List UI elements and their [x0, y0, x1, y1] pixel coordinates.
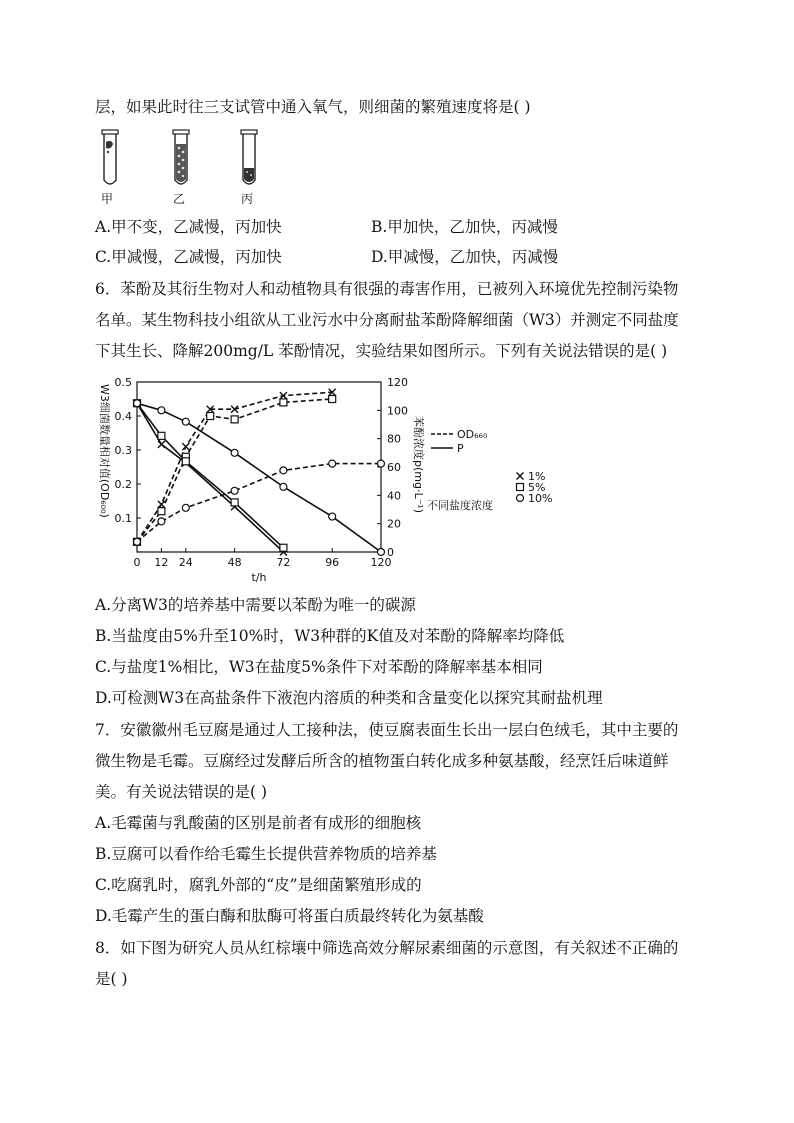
- marker-circle: [231, 449, 238, 456]
- y-right-tick-label: 100: [387, 404, 408, 418]
- phenol-degradation-chart: [95, 372, 565, 587]
- q5-option-d: D.甲减慢，乙加快，丙减慢: [371, 248, 559, 266]
- marker-x: [182, 443, 189, 450]
- q5-option-b: B.甲加快，乙加快，丙减慢: [371, 218, 558, 236]
- series-p-1pct: [134, 400, 287, 556]
- marker-circle: [280, 483, 287, 490]
- tube-label-bing: 丙: [241, 192, 254, 206]
- legend-marker-label: 10%: [528, 492, 553, 505]
- q6-option-c: C.与盐度1%相比，W3在盐度5%条件下对苯酚的降解率基本相同: [95, 658, 543, 676]
- q7-stem-line-1: 7．安徽徽州毛豆腐是通过人工接种法，使豆腐表面生长出一层白色绒毛，其中主要的: [95, 721, 679, 739]
- q7-option-c: C.吃腐乳时，腐乳外部的“皮”是细菌繁殖形成的: [95, 876, 422, 894]
- marker-square: [182, 458, 189, 465]
- q5-option-a: A.甲不变，乙减慢，丙加快: [95, 218, 282, 236]
- marker-circle: [158, 518, 165, 525]
- marker-square: [158, 432, 165, 439]
- q6-stem-line-3: 下其生长、降解200mg/L 苯酚情况，实验结果如图所示。下列有关说法错误的是( ): [95, 342, 668, 360]
- y-left-tick-label: 0.3: [114, 444, 132, 457]
- x-tick-label: 12: [154, 556, 169, 569]
- marker-circle: [378, 460, 385, 467]
- marker-square: [231, 416, 238, 423]
- marker-circle: [280, 467, 287, 474]
- x-axis-label: t/h: [251, 571, 267, 584]
- legend-line-label: P: [457, 442, 464, 455]
- y-right-tick-label: 40: [387, 489, 401, 503]
- x-tick-label: 120: [370, 556, 392, 569]
- y-right-tick-label: 120: [387, 376, 408, 389]
- series-p-10pct: [134, 400, 385, 556]
- marker-square: [517, 484, 524, 491]
- x-tick-label: 48: [227, 556, 242, 569]
- marker-square: [231, 499, 238, 506]
- marker-circle: [517, 495, 524, 502]
- y-left-tick-label: 0.2: [114, 478, 132, 491]
- q6-option-d: D.可检测W3在高盐条件下液泡内溶质的种类和含量变化以探究其耐盐机理: [95, 689, 603, 707]
- question-5-stem-tail: 层，如果此时往三支试管中通入氧气，则细菌的繁殖速度将是( ): [95, 98, 531, 116]
- marker-circle: [329, 513, 336, 520]
- series-od-10pct: [134, 460, 385, 545]
- y-left-tick-label: 0.4: [114, 410, 132, 423]
- q6-option-a: A.分离W3的培养基中需要以苯酚为唯一的碳源: [95, 596, 416, 614]
- series-p-5pct: [134, 400, 287, 552]
- y-left-tick-label: 0.5: [114, 376, 132, 389]
- marker-square: [280, 544, 287, 551]
- q5-option-c: C.甲减慢，乙减慢，丙加快: [95, 248, 282, 266]
- q6-stem-line-1: 6．苯酚及其衍生物对人和动植物具有很强的毒害作用，已被列入环境优先控制污染物: [95, 280, 679, 298]
- marker-square: [329, 396, 336, 403]
- legend-marker-label: 5%: [528, 481, 546, 494]
- marker-circle: [329, 460, 336, 467]
- q7-option-b: B.豆腐可以看作给毛霉生长提供营养物质的培养基: [95, 845, 437, 863]
- marker-x: [517, 473, 524, 480]
- y-left-tick-label: 0.1: [114, 512, 132, 525]
- chart-svg: [95, 372, 565, 587]
- y-left-axis-label: W3细菌数量相对值(OD₆₀₀): [98, 384, 111, 518]
- plot-frame: [137, 382, 381, 552]
- marker-square: [158, 508, 165, 515]
- q7-stem-line-3: 美。有关说法错误的是( ): [95, 783, 268, 801]
- marker-circle: [182, 418, 189, 425]
- marker-circle: [378, 549, 385, 556]
- q6-stem-line-2: 名单。某生物科技小组欲从工业污水中分离耐盐苯酚降解细菌（W3）并测定不同盐度: [95, 311, 679, 329]
- q6-option-b: B.当盐度由5%升至10%时，W3种群的K值及对苯酚的降解率均降低: [95, 627, 565, 645]
- marker-circle: [158, 407, 165, 414]
- y-right-tick-label: 20: [387, 517, 401, 531]
- marker-square: [280, 399, 287, 406]
- q7-stem-line-2: 微生物是毛霉。豆腐经过发酵后所含的植物蛋白转化成多种氨基酸，经烹饪后味道鲜: [95, 752, 669, 770]
- tube-label-jia: 甲: [101, 192, 114, 206]
- y-right-tick-label: 80: [387, 432, 401, 446]
- legend-title: 不同盐度浓度: [427, 499, 493, 512]
- test-tubes-figure: [95, 128, 275, 206]
- marker-circle: [231, 487, 238, 494]
- marker-circle: [182, 504, 189, 511]
- marker-x: [158, 441, 165, 448]
- marker-circle: [134, 400, 141, 407]
- q8-stem-line-2: 是( ): [95, 970, 128, 988]
- q7-option-a: A.毛霉菌与乳酸菌的区别是前者有成形的细胞核: [95, 814, 422, 832]
- legend-line-label: OD₆₆₀: [457, 428, 488, 441]
- marker-circle: [134, 538, 141, 545]
- x-tick-label: 72: [276, 556, 291, 569]
- q8-stem-line-1: 8．如下图为研究人员从红棕壤中筛选高效分解尿素细菌的示意图，有关叙述不正确的: [95, 939, 679, 957]
- series-line: [137, 403, 283, 548]
- tube-bing: [241, 130, 257, 184]
- tube-label-yi: 乙: [173, 192, 186, 206]
- marker-square: [207, 413, 214, 420]
- x-tick-label: 24: [178, 556, 193, 569]
- y-right-tick-label: 0: [387, 546, 394, 559]
- series-line: [137, 403, 283, 552]
- x-tick-label: 0: [133, 556, 141, 569]
- q7-option-d: D.毛霉产生的蛋白酶和肽酶可将蛋白质最终转化为氨基酸: [95, 907, 484, 925]
- legend-marker-label: 1%: [528, 470, 546, 483]
- tube-yi: [173, 130, 189, 184]
- y-right-tick-label: 60: [387, 461, 401, 474]
- y-right-axis-label: 苯酚浓度p(mg·L⁻¹): [412, 416, 425, 514]
- tube-jia: [102, 130, 118, 184]
- x-tick-label: 96: [325, 556, 340, 569]
